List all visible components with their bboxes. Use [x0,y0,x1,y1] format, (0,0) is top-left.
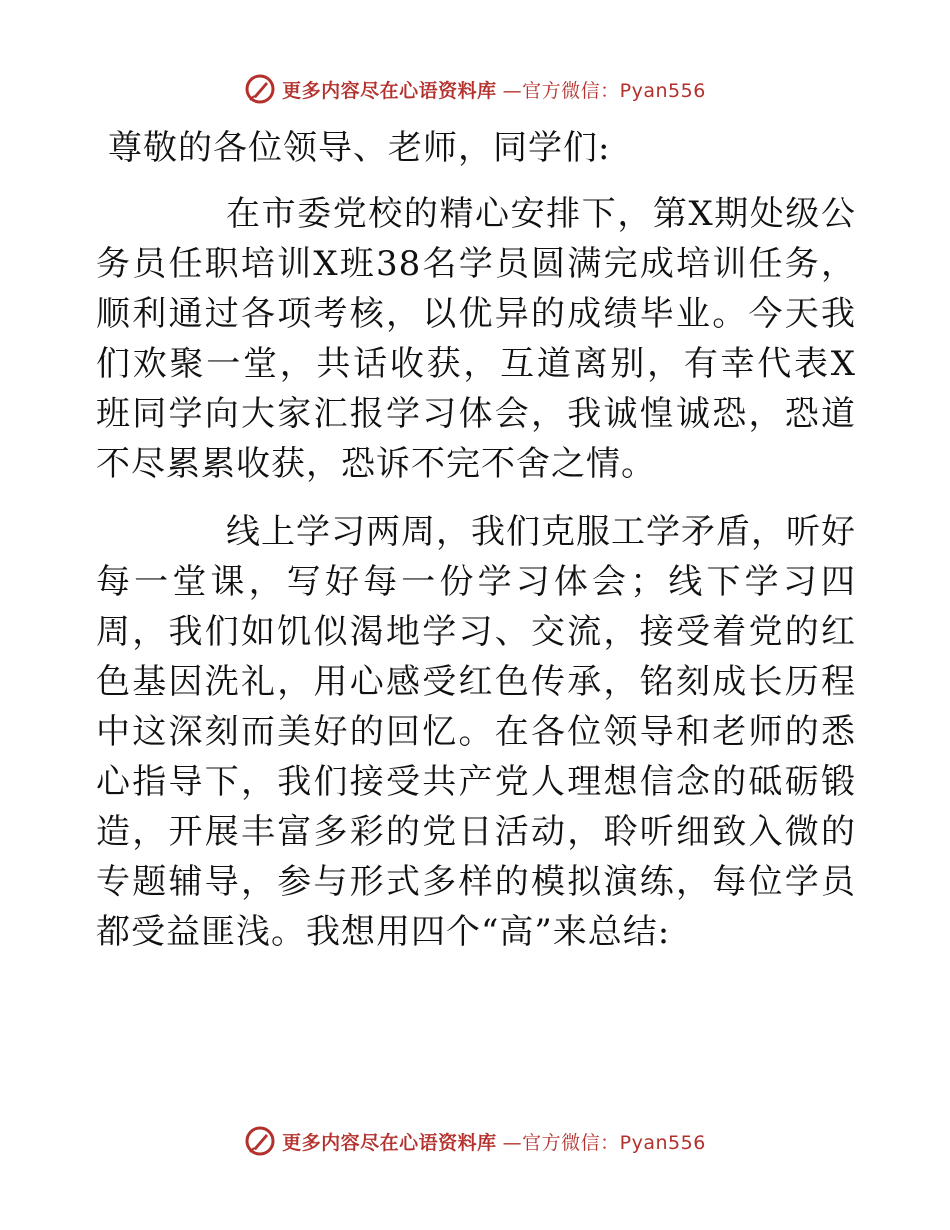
header-banner [0,72,950,106]
quill-circle-icon [244,1125,276,1157]
banner-official-text: —官方微信：Pyan556 [502,1131,706,1154]
quill-circle-icon [244,73,276,105]
document-body [96,123,856,975]
banner-site-text: 更多内容尽在心语资料库 [282,1131,497,1154]
footer-banner [0,1124,950,1158]
salutation: 尊敬的各位领导、老师，同学们: [108,128,611,168]
paragraph-1: 在市委党校的精心安排下，第X期处级公务员任职培训X班38名学员圆满完成培训任务，顺利通过各项考核，以优异的成绩毕业。今天我们欢聚一堂，共话收获，互道离别，有幸代表X班同学向大家汇报学习体会，我诚惶诚恐，恐道不尽累累收获，恐诉不完不舍之情。 [96,194,856,484]
banner-official-text: —官方微信：Pyan556 [502,79,706,102]
banner-site-text: 更多内容尽在心语资料库 [282,79,497,102]
paragraph-2: 线上学习两周，我们克服工学矛盾，听好每一堂课，写好每一份学习体会；线下学习四周，我们如饥似渴地学习、交流，接受着党的红色基因洗礼，用心感受红色传承，铭刻成长历程中这深刻而美好的回忆。在各位领导和老师的悉心指导下，我们接受共产党人理想信念的砥砺锻造，开展丰富多彩的党日活动，聆听细致入微的专题辅导，参与形式多样的模拟演练，每位学员都受益匪浅。我想用四个“高”来总结: [96,512,856,952]
